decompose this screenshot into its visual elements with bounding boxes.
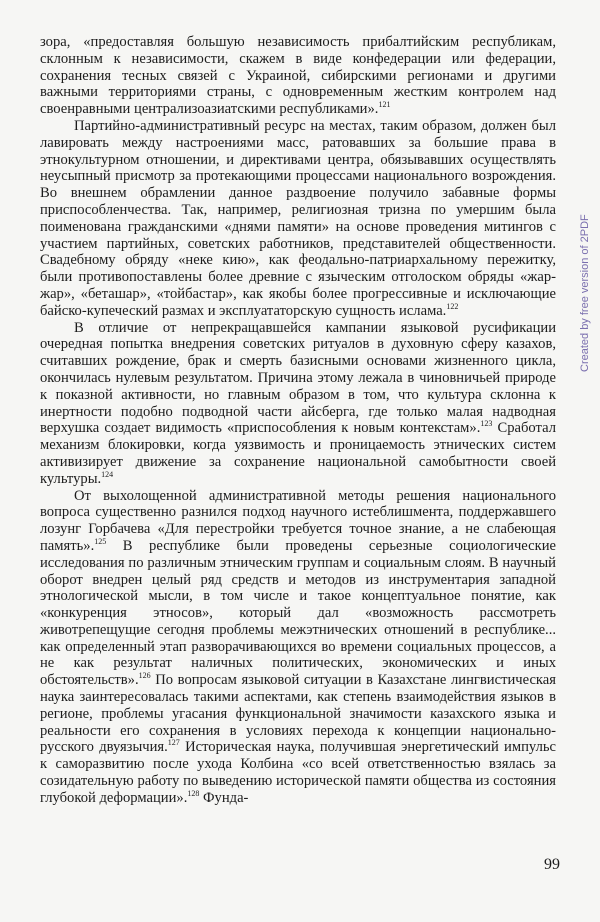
- paragraph-text: Фунда-: [199, 789, 249, 806]
- paragraph-text: В отличие от непрекращавшейся кампании языковой русификации очередная попытка внедрения советских ритуалов в духовную сферу казахов, считавших рождение, брак и смерть базисными основами жизненного цикла, окончилась нулевым результатом. Причина этому лежала в чиновничьей природе к показной активности, но главным образом в том, что культура склонна к инертности подобно подводной части айсберга, где только малая надводная верхушка создает видимость «приспособления к новым контекстам».: [40, 319, 556, 437]
- page-number: 99: [544, 856, 560, 873]
- footnote-ref: 121: [378, 100, 391, 110]
- paragraph-text: зора, «предоставляя большую независимость прибалтийским республикам, склонным к независимости, скажем в виде конфедерации или федерации, сохранения тесных связей с Украиной, сибирскими регионами и другими важными территориями страны, с одновременным жестким контролем над своенравными централизоазиатскими республиками».: [40, 34, 556, 118]
- body-text: [40, 34, 556, 807]
- paragraph-text: В республике были проведены серьезные социологические исследования по различным этническим группам и социальным слоям. В научный оборот внедрен целый ряд средств и методов из инструментария западной этнологической мысли, в том числе и такое концептуальное понятие, как «конкуренция этносов», который дал «возможность рассмотреть животрепещущие сегодня проблемы межэтнических отношений в республике... как определенный этап разворачивающихся во времени социальных процессов, а не как результат наличных политических, экономических и иных обстоятельств».: [40, 537, 556, 689]
- footnote-ref: 125: [94, 537, 107, 547]
- paragraph-text: Сработал механизм блокировки, когда уязвимость и проницаемость этнических систем активизирует движение за сохранение национальной самобытности своей культуры.: [40, 420, 556, 487]
- paragraph-text: Партийно-административный ресурс на местах, таким образом, должен был лавировать между настроениями масс, ратовавших за большие права в этнокультурном отношении, и директивами центра, обязывавших осуществлять неусыпный присмотр за протекающими процессами национального возрождения. Во внешнем обрамлении данное раздвоение получило забавные формы приспособленчества. Так, например, религиозная тризна по умершим была поименована гражданскими «днями памяти» на основе проведения митингов с участием партийных, советских работников, представителей общественности. Свадебному обряду «неке кию», как феодально-патриархальному пережитку, были противопоставлены более древние с языческим отголоском обряды «жар-жар», «беташар», «тойбастар», как якобы более прогрессивные и исключающие байско-купеческий размах и эксплуататорскую сущность ислама.: [40, 117, 556, 319]
- paragraph-text: От выхолощенной административной методы решения национального вопроса существенно разнился подход научного истеблишмента, поддержавшего лозунг Горбачева «Для перестройки требуется точное знание, а не слабеющая память».: [40, 487, 556, 554]
- paragraph: [40, 320, 556, 488]
- footnote-ref: 122: [446, 301, 459, 311]
- footnote-ref: 126: [138, 671, 151, 681]
- footnote-ref: 124: [101, 469, 114, 479]
- paragraph: [40, 34, 556, 118]
- footnote-ref: 123: [480, 419, 493, 429]
- footnote-ref: 128: [187, 789, 200, 798]
- paragraph: [40, 118, 556, 320]
- footnote-ref: 127: [167, 738, 180, 748]
- paragraph-text: По вопросам языковой ситуации в Казахстане лингвистическая наука заинтересовалась такими аспектами, как степень взаимодействия языков в регионе, проблемы угасания функциональной значимости казахского языка и реальности его сохранения в условиях перехода к концепции национально-русского двуязычия.: [40, 672, 556, 756]
- watermark-text: Created by free version of 2PDF: [579, 214, 591, 372]
- paragraph-text: Историческая наука, получившая энергетический импульс к саморазвитию после ухода Колбина «со всей ответственностью взялась за созидательную работу по выведению исторической памяти общества из состояния глубокой деформации».: [40, 739, 556, 806]
- paragraph: [40, 488, 556, 807]
